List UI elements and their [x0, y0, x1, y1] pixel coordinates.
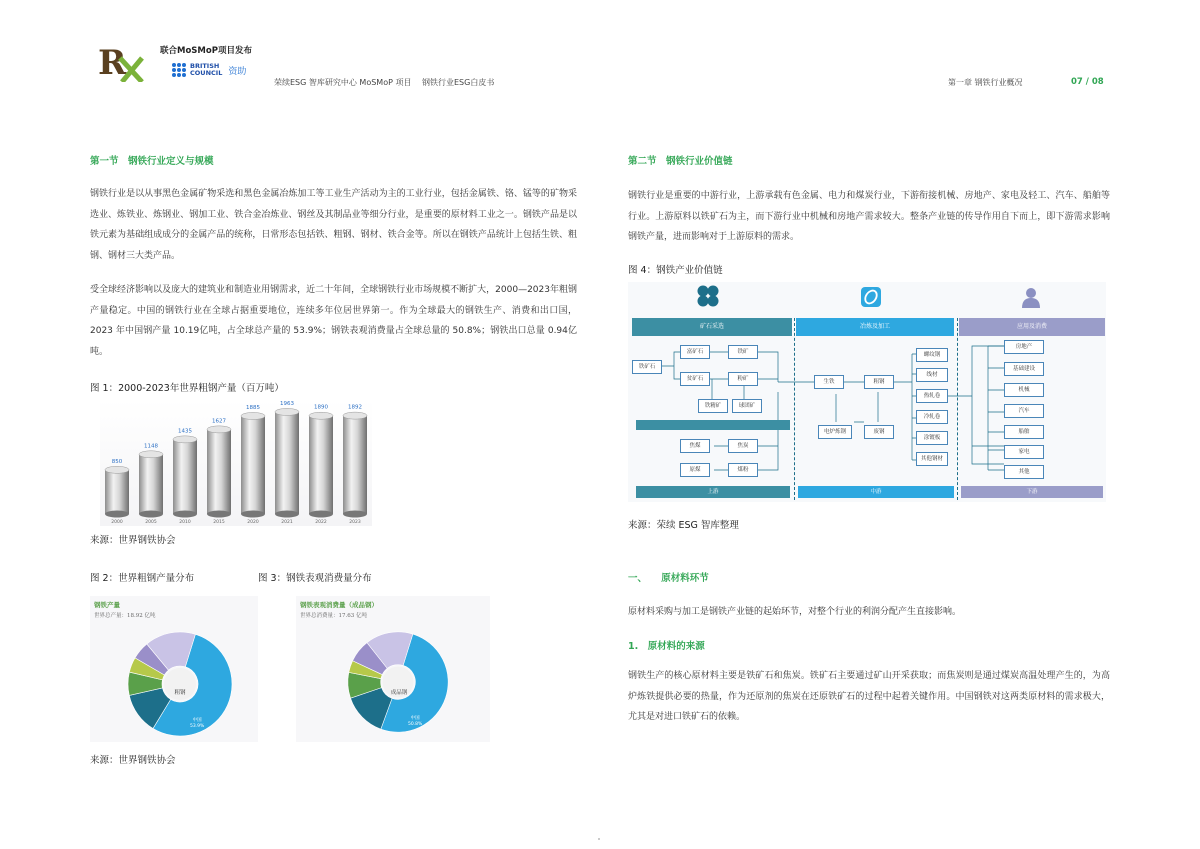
bar-value-label: 1627: [212, 418, 226, 425]
bar-value-label: 1148: [144, 443, 158, 450]
node-other-steel: 其他钢材: [916, 452, 948, 466]
node-rich-ore: 富矿石: [680, 345, 710, 359]
bar-2010: [173, 428, 197, 525]
x-tick-label: 2020: [247, 520, 259, 525]
pie1-title: 钢铁产量: [94, 601, 120, 609]
stage-midstream: 中游: [798, 486, 954, 498]
node-infrastructure: 基础建设: [1004, 362, 1044, 376]
svg-text:R: R: [98, 43, 127, 82]
funding-label: 资助: [228, 66, 247, 77]
x-tick-label: 2015: [213, 520, 225, 525]
node-wire-rod: 线材: [916, 368, 948, 382]
bar-2022: [309, 405, 333, 525]
bar-2000: [105, 459, 129, 525]
node-lean-ore: 贫矿石: [680, 372, 710, 386]
subsection-raw-materials: 一、 原材料环节: [628, 573, 709, 584]
x-tick-label: 2021: [281, 520, 293, 525]
node-pulverized-coal: 煤粉: [728, 463, 758, 477]
pie1-china-name: 中国: [192, 718, 202, 723]
pie2-panel: [296, 596, 490, 742]
node-coated: 涂镀板: [916, 431, 948, 445]
bar-value-label: 1892: [348, 404, 362, 411]
figure2-caption: 图 2：世界粗钢产量分布: [90, 573, 195, 584]
node-crude-steel: 粗钢: [864, 375, 894, 389]
bar-value-label: 850: [111, 458, 123, 465]
pie2-china-name: 中国: [410, 716, 420, 721]
figure1-source: 来源：世界钢铁协会: [90, 535, 176, 546]
pie2-subtitle: 世界总消费量：17.63 亿吨: [300, 613, 367, 619]
pie1-chart: [124, 628, 236, 740]
node-concentrate: 铁精矿: [698, 399, 728, 413]
stage-upstream: 上游: [636, 486, 790, 498]
bc-line2: COUNCIL: [190, 69, 223, 77]
figure4-caption: 图 4：钢铁产业价值链: [628, 265, 723, 276]
paragraph-scale: 受全球经济影响以及庞大的建筑业和制造业用钢需求，近二十年间，全球钢铁行业市场规模不断扩大，2000—2023年粗钢产量稳定。中国的钢铁行业在全球占据重要地位，连续多年位居世界第一。作为全球最大的钢铁生产、消费和出口国，2023 年中国钢产量 10.19亿吨，占全球总产量的 53.9%；钢铁表观消费量占全球总量的 50.8%；钢铁出口总量 0.94亿吨。: [90, 285, 577, 357]
chain-header-smelting: 冶炼及加工: [796, 318, 954, 336]
pie2-china-share: 50.8%: [408, 722, 423, 727]
british-council-logo-icon: [172, 63, 186, 77]
node-pellet: 球团矿: [732, 399, 762, 413]
node-iron-ore: 铁矿石: [632, 360, 662, 374]
paragraph-sources: 钢铁生产的核心原材料主要是铁矿石和焦炭。铁矿石主要通过矿山开采获取；而焦炭则是通过煤炭高温处理产生的，为高炉炼铁提供必要的热量，作为还原剂的焦炭在还原铁矿石的过程中起着关键作用。中国钢铁对这两类原材料的需求极大，尤其是对进口铁矿石的依赖。: [628, 671, 1110, 722]
bar-2015: [207, 418, 231, 525]
chain-header-mining: 矿石采选: [632, 318, 792, 336]
section1-title: 第一节 钢铁行业定义与规模: [90, 156, 214, 167]
pie1-china-label: [190, 718, 204, 730]
figure23-source: 来源：世界钢铁协会: [90, 755, 176, 766]
pie1-panel: [90, 596, 258, 742]
node-appliances: 家电: [1004, 445, 1044, 459]
stage-downstream: 下游: [961, 486, 1103, 498]
node-real-estate: 房地产: [1004, 340, 1044, 354]
page-number: 07 / 08: [1071, 77, 1104, 87]
node-powder-ore: 粉矿: [728, 372, 758, 386]
value-chain-diagram: [628, 282, 1106, 502]
publisher-line: 联合MoSMoP项目发布: [160, 46, 252, 56]
node-auto: 汽车: [1004, 404, 1044, 418]
x-tick-label: 2000: [111, 520, 123, 525]
node-raw-coal: 原煤: [680, 463, 710, 477]
bar-2021: [275, 401, 299, 525]
figure3-caption: 图 3：钢铁表观消费量分布: [258, 573, 372, 584]
british-council-badge: [172, 63, 246, 77]
pie1-china-share: 53.9%: [190, 724, 205, 729]
section2-title: 第二节 钢铁行业价值链: [628, 156, 733, 167]
page-dot: [598, 838, 600, 840]
node-other-use: 其他: [1004, 465, 1044, 479]
paragraph-definition: 钢铁行业是以从事黑色金属矿物采选和黑色金属冶炼加工等工业生产活动为主的工业行业，包括金属铁、铬、锰等的矿物采选业、炼铁业、炼钢业、钢加工业、铁合金冶炼业、钢丝及其制品业等细分行业，是重要的原材料工业之一。钢铁产品是以铁元素为基础组成成分的金属产品的统称，日常形态包括铁、粗钢、钢材、铁合金等。所以在钢铁产品统计上包括生铁、粗钢、钢材三大类产品。: [90, 189, 577, 261]
header-chapter: 第一章 钢铁行业概况: [948, 78, 1023, 87]
node-pig-iron: 生铁: [814, 375, 844, 389]
node-coke: 焦炭: [728, 439, 758, 453]
x-tick-label: 2022: [315, 520, 327, 525]
paragraph-raw-materials: 原材料采购与加工是钢铁产业链的起始环节，对整个行业的利润分配产生直接影响。: [628, 607, 962, 617]
ore-band: [636, 420, 790, 430]
bar-value-label: 1890: [314, 404, 328, 411]
node-coking-coal: 焦煤: [680, 439, 710, 453]
bar-2005: [139, 443, 163, 525]
x-tick-label: 2005: [145, 520, 157, 525]
subsection-sources: 1. 原材料的来源: [628, 641, 705, 652]
steel-output-bar-chart: [100, 400, 372, 526]
paragraph-value-chain: 钢铁行业是重要的中游行业，上游承载有色金属、电力和煤炭行业，下游衔接机械、房地产、家电及轻工、汽车、船舶等行业。上游原料以铁矿石为主，而下游行业中机械和房地产需求较大。整条产业链的传导作用自下而上，即下游需求影响钢铁产量，进而影响对于上游原料的需求。: [628, 191, 1110, 242]
figure4-source: 来源：荣续 ESG 智库整理: [628, 520, 739, 531]
pie2-title: 钢铁表观消费量（成品钢）: [300, 601, 378, 609]
x-tick-label: 2023: [349, 520, 361, 525]
pie2-center-label: 成品钢: [390, 690, 408, 696]
node-machinery: 机械: [1004, 383, 1044, 397]
bar-value-label: 1963: [280, 400, 294, 407]
node-rebar: 螺纹钢: [916, 348, 948, 362]
node-iron-mine: 铁矿: [728, 345, 758, 359]
header-org-line: 荣续ESG 智库研究中心 MoSMoP 项目 钢铁行业ESG白皮书: [274, 78, 495, 87]
node-eaf: 电炉炼钢: [818, 425, 852, 439]
node-cold-rolled: 冷轧卷: [916, 410, 948, 424]
bar-2023: [343, 405, 367, 525]
pie1-center-label: 粗钢: [174, 690, 186, 696]
pie1-subtitle: 世界总产量：18.92 亿吨: [94, 613, 156, 619]
node-shipbuilding: 船舶: [1004, 425, 1044, 439]
pie2-china-label: [408, 716, 422, 728]
rx-logo: [98, 42, 144, 82]
node-scrap: 废钢: [864, 425, 894, 439]
bar-2020: [241, 405, 265, 525]
bc-line1: BRITISH: [190, 62, 220, 70]
figure1-caption: 图 1：2000-2023年世界粗钢产量（百万吨）: [90, 383, 284, 394]
bar-value-label: 1435: [178, 428, 192, 435]
pie2-chart: [344, 628, 452, 736]
chain-header-consumption: 应用及消费: [959, 318, 1105, 336]
node-hot-rolled: 热轧卷: [916, 389, 948, 403]
x-tick-label: 2010: [179, 520, 191, 525]
bar-value-label: 1885: [246, 404, 260, 411]
